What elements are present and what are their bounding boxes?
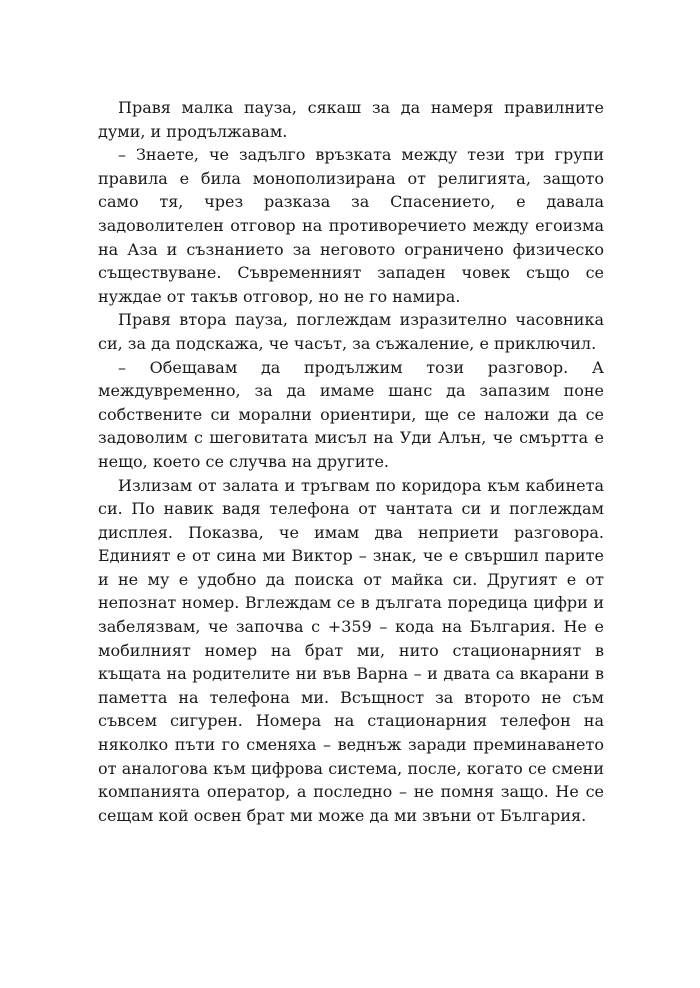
paragraph-4: – Обещавам да продължим този разговор. А междувременно, за да имаме шанс да запазим поне собствените си морални ориентири, ще се наложи да се задоволим с шеговитата мисъл на Уди Алън, че смъртта е нещо, което се случва на другите. [98, 357, 604, 471]
body-text [98, 96, 604, 827]
paragraph-3: Правя втора пауза, поглеждам изразително часовника си, за да подскажа, че часът, за съжаление, е приключил. [98, 310, 604, 353]
paragraph-2: – Знаете, че задълго връзката между тези три групи правила е била монополизирана от религията, защото само тя, чрез разказа за Спасението, е давала задоволителен отговор на противоречието между егоизма на Аза и съзнанието за неговото ограничено физическо съществуване. Съвременният западен човек също се нуждае от такъв отговор, но не го намира. [98, 145, 604, 306]
paragraph-1: Правя малка пауза, сякаш за да намеря правилните думи, и продължавам. [98, 98, 604, 141]
paragraph-5: Излизам от залата и тръгвам по коридора към кабинета си. По навик вадя телефона от чантата си и поглеждам дисплея. Показва, че имам два неприети разговора. Единият е от сина ми Виктор – знак, че е свършил парите и не му е удобно да поиска от майка си. Другият е от непознат номер. Вглеждам се в дългата поредица цифри и забелязвам, че започва с +359 – кода на България. Не е мобилният номер на брат ми, нито стационарният в къщата на родителите ни във Варна – и двата са вкарани в паметта на телефона ми. Всъщност за второто не съм съвсем сигурен. Номера на стационарния телефон на няколко пъти го сменяха – веднъж заради преминаването от аналогова към цифрова система, после, когато се смени компанията оператор, а последно – не помня защо. Не се сещам кой освен брат ми може да ми звъни от България. [98, 475, 604, 825]
